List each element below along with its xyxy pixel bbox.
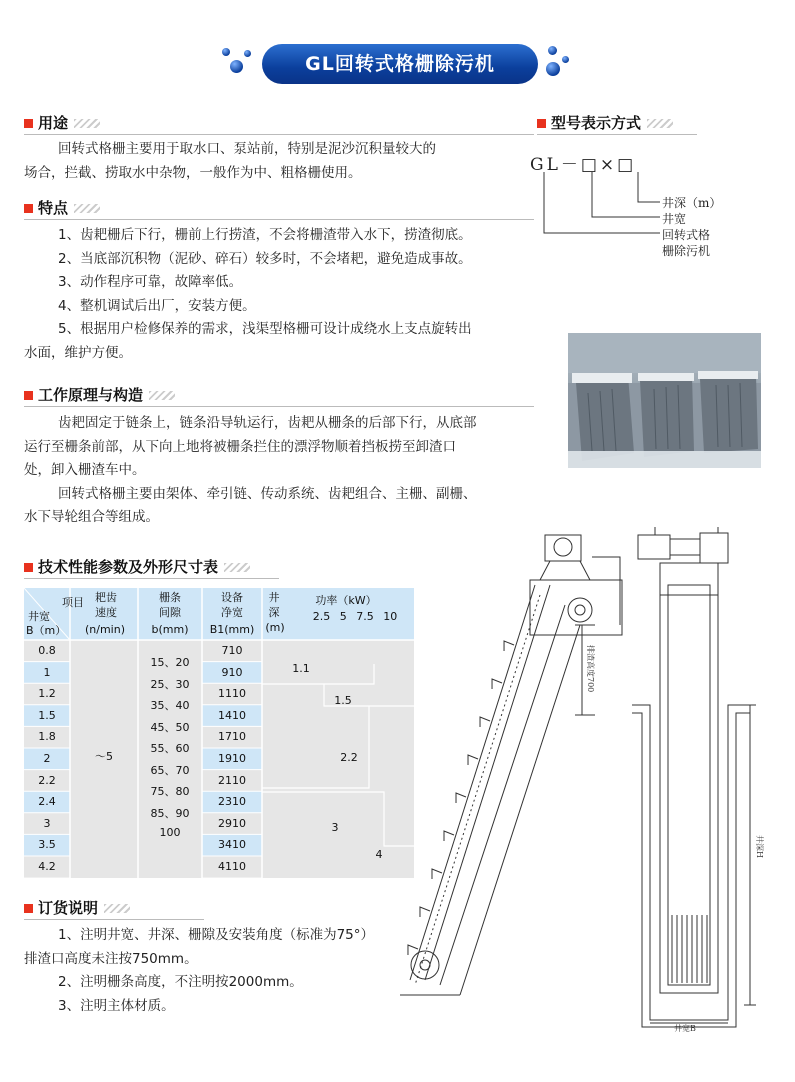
divider: [537, 134, 697, 135]
photo-illustration: [568, 333, 761, 468]
rake-tooth: [504, 641, 514, 651]
well-width-cell: 2.4: [38, 795, 56, 809]
model-label-width: 井宽: [662, 212, 687, 226]
th-power: 功率（kW）: [315, 594, 377, 607]
bullet-square: [24, 204, 33, 213]
speed-value: ～5: [95, 750, 113, 763]
gap-cell: 100: [159, 826, 181, 839]
net-width-cell: 2310: [218, 795, 246, 809]
section-heading-features: [24, 198, 100, 218]
th-well-width-unit: B（m）: [26, 624, 67, 637]
gap-cell: 75、80: [150, 785, 190, 798]
net-width-cell: 4110: [218, 860, 246, 873]
section-heading-table: [24, 557, 250, 577]
net-width-cell: 1910: [218, 752, 246, 765]
well-width-cell: 0.8: [38, 644, 56, 657]
th-net: 设备 净宽: [221, 591, 243, 619]
section-heading-usage: [24, 113, 100, 133]
well-depth-label: 井深H: [755, 835, 764, 858]
model-label-type-1: 回转式格: [662, 228, 711, 242]
page-title: GL回转式格栅除污机: [262, 44, 538, 84]
decor-dot: [244, 50, 251, 57]
divider: [24, 219, 534, 220]
net-width-cell: 1410: [218, 708, 246, 722]
text-line: 齿耙固定于链条上，链条沿导轨运行，齿耙从栅条的后部下行，从底部: [58, 415, 477, 431]
gap-cell: 65、70: [150, 763, 190, 777]
features-list: [24, 224, 539, 365]
divider: [24, 406, 534, 407]
power-value-5: 4: [375, 848, 383, 861]
usage-text: [24, 138, 534, 185]
model-label-depth: 井深（m）: [662, 196, 722, 210]
rake-tooth: [444, 831, 454, 841]
th-well-width: 井宽: [28, 610, 50, 623]
text-line: 运行至栅条前部，从下向上地将被栅条拦住的漂浮物顺着挡板捞至卸渣口: [24, 438, 456, 455]
bullet-square: [24, 904, 33, 913]
heading-text: 型号表示方式: [551, 114, 642, 132]
section-heading-principle: [24, 385, 175, 405]
th-gap: 栅条 间隙: [159, 591, 181, 619]
net-width-cell: 2110: [218, 773, 246, 787]
well-width-cell: 1: [43, 665, 51, 679]
order-item: 排渣口高度未注按750mm。: [24, 950, 198, 967]
well-width-cell: 1.2: [38, 687, 56, 701]
power-value-2: 1.5: [334, 694, 352, 707]
rake-tooth: [492, 679, 502, 689]
principle-text: [24, 412, 539, 530]
gap-cell: 55、60: [150, 742, 190, 755]
text-line: 场合，拦截、捞取水中杂物，一般作为中、粗格栅使用。: [24, 164, 362, 181]
net-width-cell: 910: [221, 665, 243, 679]
rake-tooth: [456, 793, 466, 803]
well-width-label: 井宽B: [674, 1024, 696, 1033]
net-width-cell: 2910: [218, 816, 246, 830]
th-depth: 井 深: [268, 591, 280, 619]
order-list: [24, 924, 424, 1018]
gap-cell: 15、20: [150, 656, 190, 669]
divider: [24, 578, 279, 579]
power-value-4: 3: [331, 821, 339, 834]
feature-item: 1、齿耙栅后下行，栅前上行捞渣，不会将栅渣带入水下，捞渣彻底。: [58, 227, 472, 243]
front-view-drawing: [630, 525, 790, 1035]
heading-text: 特点: [38, 199, 69, 217]
well-width-cell: 2.2: [38, 773, 56, 787]
power-value-3: 2.2: [340, 751, 358, 764]
stripe-decor: [74, 204, 100, 213]
text-line: 回转式格栅主要用于取水口、泵站前，特别是泥沙沉积量较大的: [58, 141, 436, 157]
net-width-cell: 3410: [218, 838, 246, 852]
bullet-square: [24, 391, 33, 400]
heading-text: 技术性能参数及外形尺寸表: [38, 558, 219, 576]
bullet-square: [537, 119, 546, 128]
stripe-decor: [647, 119, 673, 128]
divider: [24, 134, 534, 135]
decor-dot: [222, 48, 230, 56]
section-heading-order: [24, 898, 130, 918]
gap-cell: 35、40: [150, 699, 190, 712]
stripe-decor: [149, 391, 175, 400]
gap-cell: 85、90: [150, 806, 190, 820]
th-item: 项目: [62, 596, 84, 609]
text-line: 处，卸入栅渣车中。: [24, 462, 146, 478]
model-code: GL－□×□: [530, 155, 637, 175]
bullet-square: [24, 563, 33, 572]
well-width-cell: 3: [43, 816, 51, 830]
text-line: 水下导轮组合等组成。: [24, 509, 159, 525]
feature-item: 水面，维护方便。: [24, 344, 132, 361]
th-gap-unit: b(mm): [151, 623, 189, 636]
side-view-drawing: [380, 525, 640, 1025]
divider: [24, 919, 204, 920]
order-item: 2、注明栅条高度，不注明按2000mm。: [58, 974, 303, 990]
feature-item: 5、根据用户检修保养的需求，浅渠型格栅可设计成绕水上支点旋转出: [58, 321, 472, 337]
model-code-leaders: [530, 168, 670, 243]
well-width-cell: 1.5: [38, 708, 56, 722]
order-item: 1、注明井宽、井深、栅隙及安装角度（标准为75°）: [58, 927, 375, 943]
rake-tooth: [468, 755, 478, 765]
text-line: 回转式格栅主要由架体、牵引链、传动系统、齿耙组合、主栅、副栅、: [58, 485, 477, 502]
feature-item: 3、动作程序可靠，故障率低。: [58, 274, 243, 290]
gap-cell: 45、50: [150, 720, 190, 734]
decor-dot: [546, 62, 560, 76]
product-photo: [568, 333, 761, 468]
th-net-unit: B1(mm): [209, 623, 255, 636]
rake-tooth: [480, 717, 490, 727]
stripe-decor: [224, 563, 250, 572]
stripe-decor: [74, 119, 100, 128]
th-depth-unit: (m): [265, 621, 285, 634]
heading-text: 用途: [38, 114, 69, 132]
well-width-cell: 3.5: [38, 838, 56, 852]
th-speed-unit: (n/min): [84, 623, 125, 636]
net-width-cell: 1110: [218, 687, 246, 701]
feature-item: 4、整机调试后出厂，安装方便。: [58, 297, 256, 314]
decor-dot: [548, 46, 557, 55]
outlet-height-label: 排渣高度700: [586, 645, 595, 693]
feature-item: 2、当底部沉积物（泥砂、碎石）较多时，不会堵耙，避免造成事故。: [58, 250, 472, 267]
order-item: 3、注明主体材质。: [58, 997, 175, 1014]
rake-tooth: [420, 907, 430, 917]
well-width-cell: 2: [43, 752, 51, 765]
power-value-1: 1.1: [292, 662, 310, 675]
rake-tooth: [432, 869, 442, 879]
stripe-decor: [104, 904, 130, 913]
well-width-cell: 1.8: [38, 730, 56, 744]
model-label-type-2: 栅除污机: [662, 244, 711, 258]
net-width-cell: 1710: [218, 730, 246, 744]
decor-dot: [562, 56, 569, 63]
th-speed: 耙齿 速度: [95, 591, 117, 619]
gap-cell: 25、30: [150, 677, 190, 691]
section-heading-model: [537, 113, 673, 133]
spec-table: [24, 588, 414, 878]
well-width-cell: 4.2: [38, 860, 56, 873]
net-width-cell: 710: [221, 644, 243, 657]
decor-dot: [230, 60, 243, 73]
th-power-values: 2.5 5 7.5 10: [312, 610, 398, 623]
bullet-square: [24, 119, 33, 128]
heading-text: 工作原理与构造: [38, 386, 144, 404]
heading-text: 订货说明: [38, 899, 99, 917]
